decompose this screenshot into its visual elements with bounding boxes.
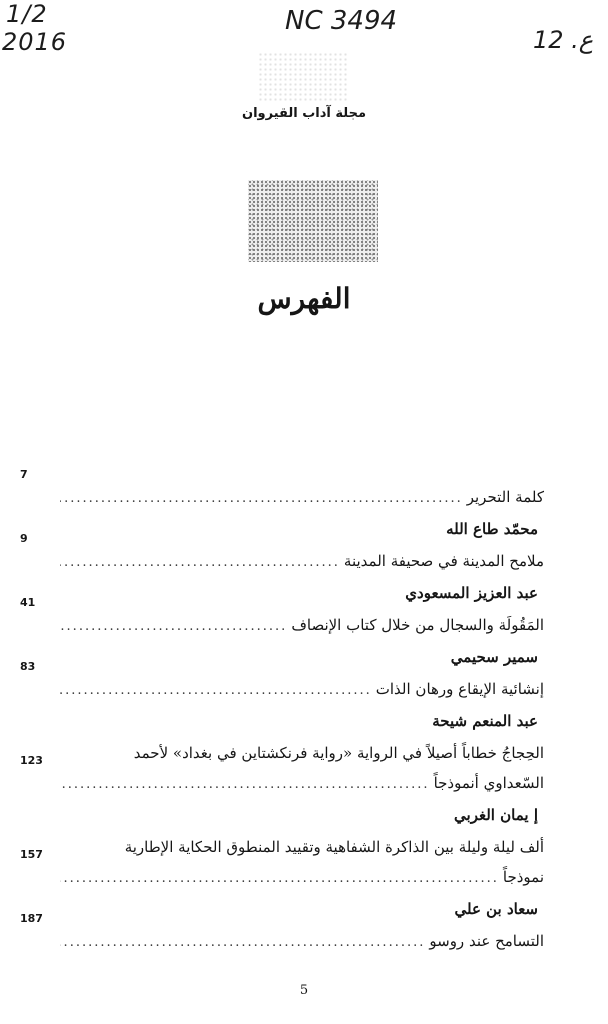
toc-entry xyxy=(20,468,544,514)
toc-entry-title: ألف ليلة وليلة بين الذاكرة الشفاهية وتقييد المنطوق الحكاية الإطارية xyxy=(124,838,544,856)
toc-author: إ يمان الغربي xyxy=(454,806,538,824)
page-number: 5 xyxy=(299,983,309,998)
toc-author: محمّد طاع الله xyxy=(446,520,538,538)
toc-page-number: 9 xyxy=(20,532,28,545)
leader-dots xyxy=(60,548,340,578)
toc-entry-title: كلمة التحرير xyxy=(466,488,544,506)
toc-page-number: 41 xyxy=(20,596,36,609)
leader-dots xyxy=(60,928,425,958)
handwritten-volume: 12 .ع xyxy=(533,26,594,54)
handwritten-call-number: NC 3494 xyxy=(285,6,398,36)
toc-page-number: 7 xyxy=(20,468,28,481)
toc-entry-title: المَقُولَة والسجال من خلال كتاب الإنصاف xyxy=(291,616,544,634)
toc-entry xyxy=(20,660,544,706)
toc-entry-title: إنشائية الإيقاع ورهان الذات xyxy=(375,680,544,698)
toc-entry xyxy=(20,738,544,800)
toc-entry xyxy=(20,596,544,642)
leader-dots xyxy=(60,864,499,894)
toc-author: عبد المنعم شيحة xyxy=(432,712,538,730)
leader-dots xyxy=(60,770,430,800)
toc-page-number: 157 xyxy=(20,848,43,861)
table-of-contents xyxy=(20,468,544,964)
toc-entry xyxy=(20,532,544,578)
journal-name: مجلة آداب القيروان xyxy=(241,106,367,121)
toc-entry-title: ملامح المدينة في صحيفة المدينة xyxy=(343,552,544,570)
dithered-emblem-image xyxy=(248,180,378,262)
toc-entry-title: نموذجاً xyxy=(502,868,544,886)
toc-entry-title: السّعداوي أنموذجاً xyxy=(433,774,544,792)
handwritten-year: 2016 xyxy=(2,28,68,56)
toc-author: عبد العزيز المسعودي xyxy=(405,584,538,602)
toc-page-number: 83 xyxy=(20,660,36,673)
toc-entry-title: التسامح عند روسو xyxy=(429,932,544,950)
toc-entry-title: الحِجاجُ خطاباً أصيلاً في الرواية «رواية فرنكشتاين في بغداد» لأحمد xyxy=(133,744,544,762)
handwritten-fraction: 1/2 xyxy=(6,0,48,28)
index-title: الفهرس xyxy=(257,282,351,315)
toc-page-number: 123 xyxy=(20,754,43,767)
toc-entry xyxy=(20,912,544,958)
toc-author: سمير سحيمي xyxy=(450,648,538,666)
toc-page-number: 187 xyxy=(20,912,43,925)
leader-dots xyxy=(60,612,287,642)
leader-dots xyxy=(60,484,463,514)
faint-library-stamp xyxy=(258,52,348,102)
leader-dots xyxy=(60,676,372,706)
toc-entry xyxy=(20,832,544,894)
toc-author: سعاد بن علي xyxy=(454,900,538,918)
